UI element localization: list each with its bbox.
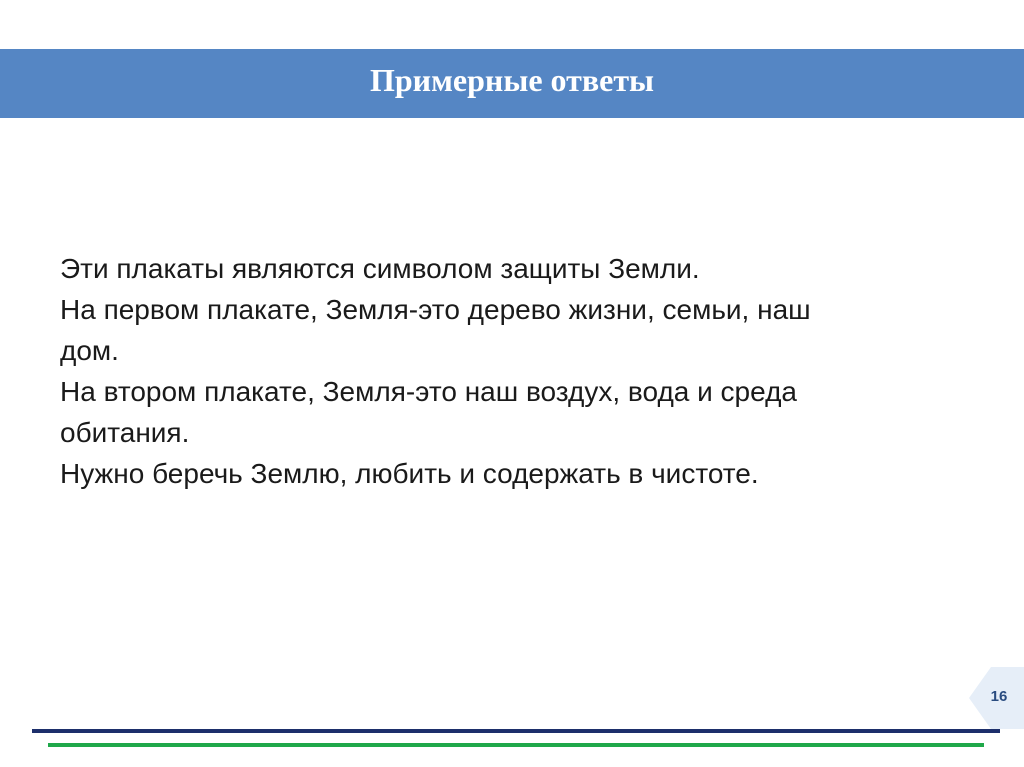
body-line: Нужно беречь Землю, любить и содержать в чистоте.	[60, 458, 759, 489]
body-line: обитания.	[60, 417, 190, 448]
footer-green-rule	[48, 743, 984, 747]
page-number: 16	[990, 688, 1008, 705]
body-line: дом.	[60, 335, 119, 366]
body-line: Эти плакаты являются символом защиты Земли.	[60, 253, 700, 284]
body-line: На первом плакате, Земля-это дерево жизни, семьи, наш	[60, 294, 811, 325]
slide-title: Примерные ответы	[369, 62, 655, 98]
footer-navy-rule	[32, 729, 1000, 733]
title-bar	[0, 49, 1024, 118]
body-line: На втором плакате, Земля-это наш воздух, вода и среда	[60, 376, 797, 407]
slide-body	[60, 248, 940, 494]
